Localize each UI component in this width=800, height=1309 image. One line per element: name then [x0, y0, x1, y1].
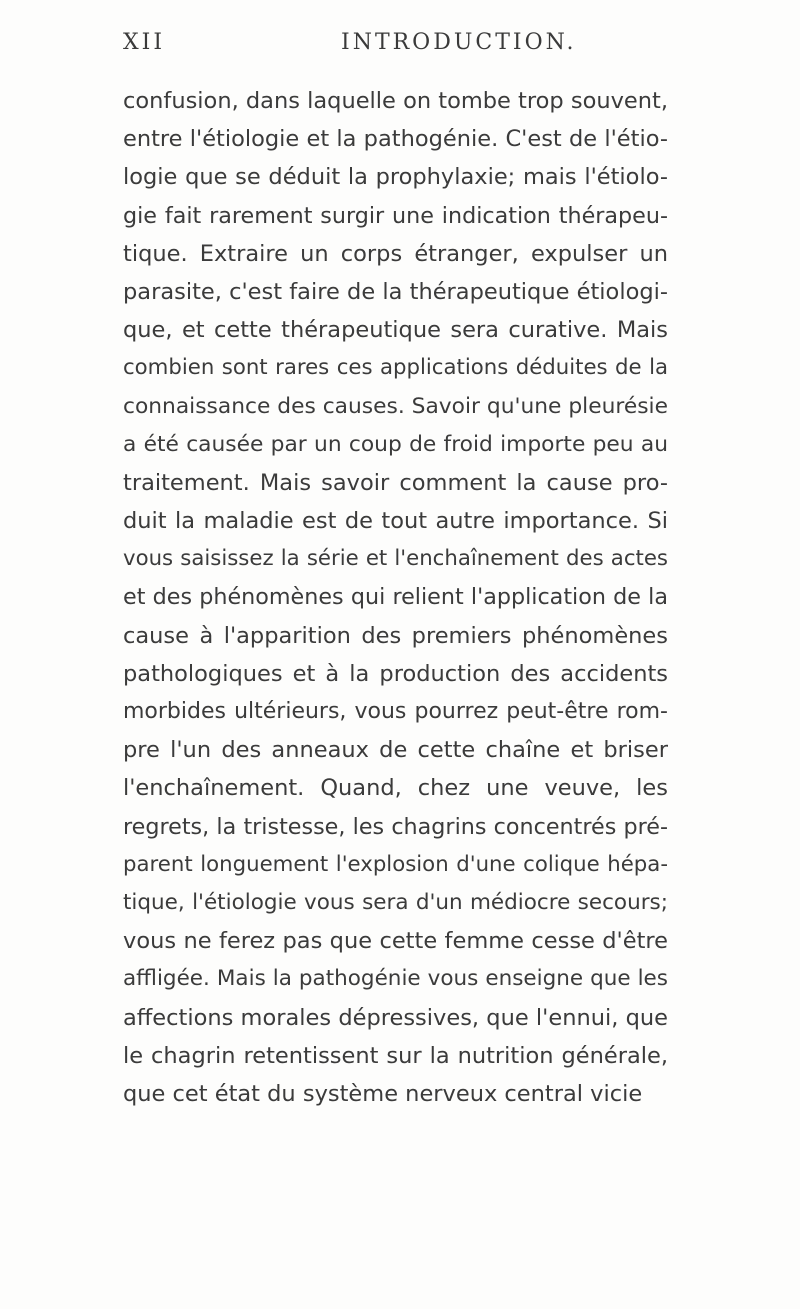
- text-line: duit la maladie est de tout autre importance. Si: [123, 508, 668, 535]
- text-line: confusion, dans laquelle on tombe trop souvent,: [123, 88, 668, 114]
- text-line: affligée. Mais la pathogénie vous enseigne que les: [123, 966, 668, 992]
- text-line: pathologiques et à la production des accidents: [123, 660, 668, 687]
- text-line: regrets, la tristesse, les chagrins concentrés pré-: [123, 813, 668, 840]
- text-line: tique. Extraire un corps étranger, expulser un: [123, 240, 668, 267]
- text-line: morbides ultérieurs, vous pourrez peut-être rom-: [123, 699, 668, 724]
- text-line: combien sont rares ces applications déduites de la: [123, 355, 668, 381]
- text-line: affections morales dépressives, que l'ennui, que: [123, 1004, 668, 1031]
- running-title: INTRODUCTION.: [341, 30, 577, 55]
- text-line: l'enchaînement. Quand, chez une veuve, les: [123, 775, 668, 802]
- body-paragraph: [123, 82, 668, 1113]
- text-line: parent longuement l'explosion d'une colique hépa-: [123, 851, 668, 877]
- text-line: entre l'étiologie et la pathogénie. C'est de l'étio-: [123, 126, 668, 153]
- text-line: parasite, c'est faire de la thérapeutique étiologi-: [123, 278, 668, 305]
- text-line: vous ne ferez pas que cette femme cesse d'être: [123, 928, 668, 955]
- page-header: [123, 30, 668, 66]
- text-line: tique, l'étiologie vous sera d'un médiocre secours;: [123, 889, 668, 915]
- text-line: le chagrin retentissent sur la nutrition générale,: [123, 1042, 668, 1069]
- text-line: traitement. Mais savoir comment la cause pro-: [123, 469, 668, 496]
- text-line: et des phénomènes qui relient l'application de la: [123, 584, 668, 611]
- page-number: XII: [123, 30, 166, 55]
- text-line: pre l'un des anneaux de cette chaîne et briser: [123, 737, 668, 764]
- text-line: vous saisissez la série et l'enchaînement des actes: [123, 546, 668, 572]
- text-line: a été causée par un coup de froid importe peu au: [123, 431, 668, 457]
- text-line: que cet état du système nerveux central vicie: [123, 1080, 643, 1107]
- text-line: cause à l'apparition des premiers phénomènes: [123, 622, 668, 649]
- text-line: que, et cette thérapeutique sera curative. Mais: [123, 317, 668, 344]
- text-line: connaissance des causes. Savoir qu'une pleurésie: [123, 393, 668, 419]
- text-line: gie fait rarement surgir une indication thérapeu-: [123, 202, 668, 229]
- text-line: logie que se déduit la prophylaxie; mais l'étiolo-: [123, 164, 668, 191]
